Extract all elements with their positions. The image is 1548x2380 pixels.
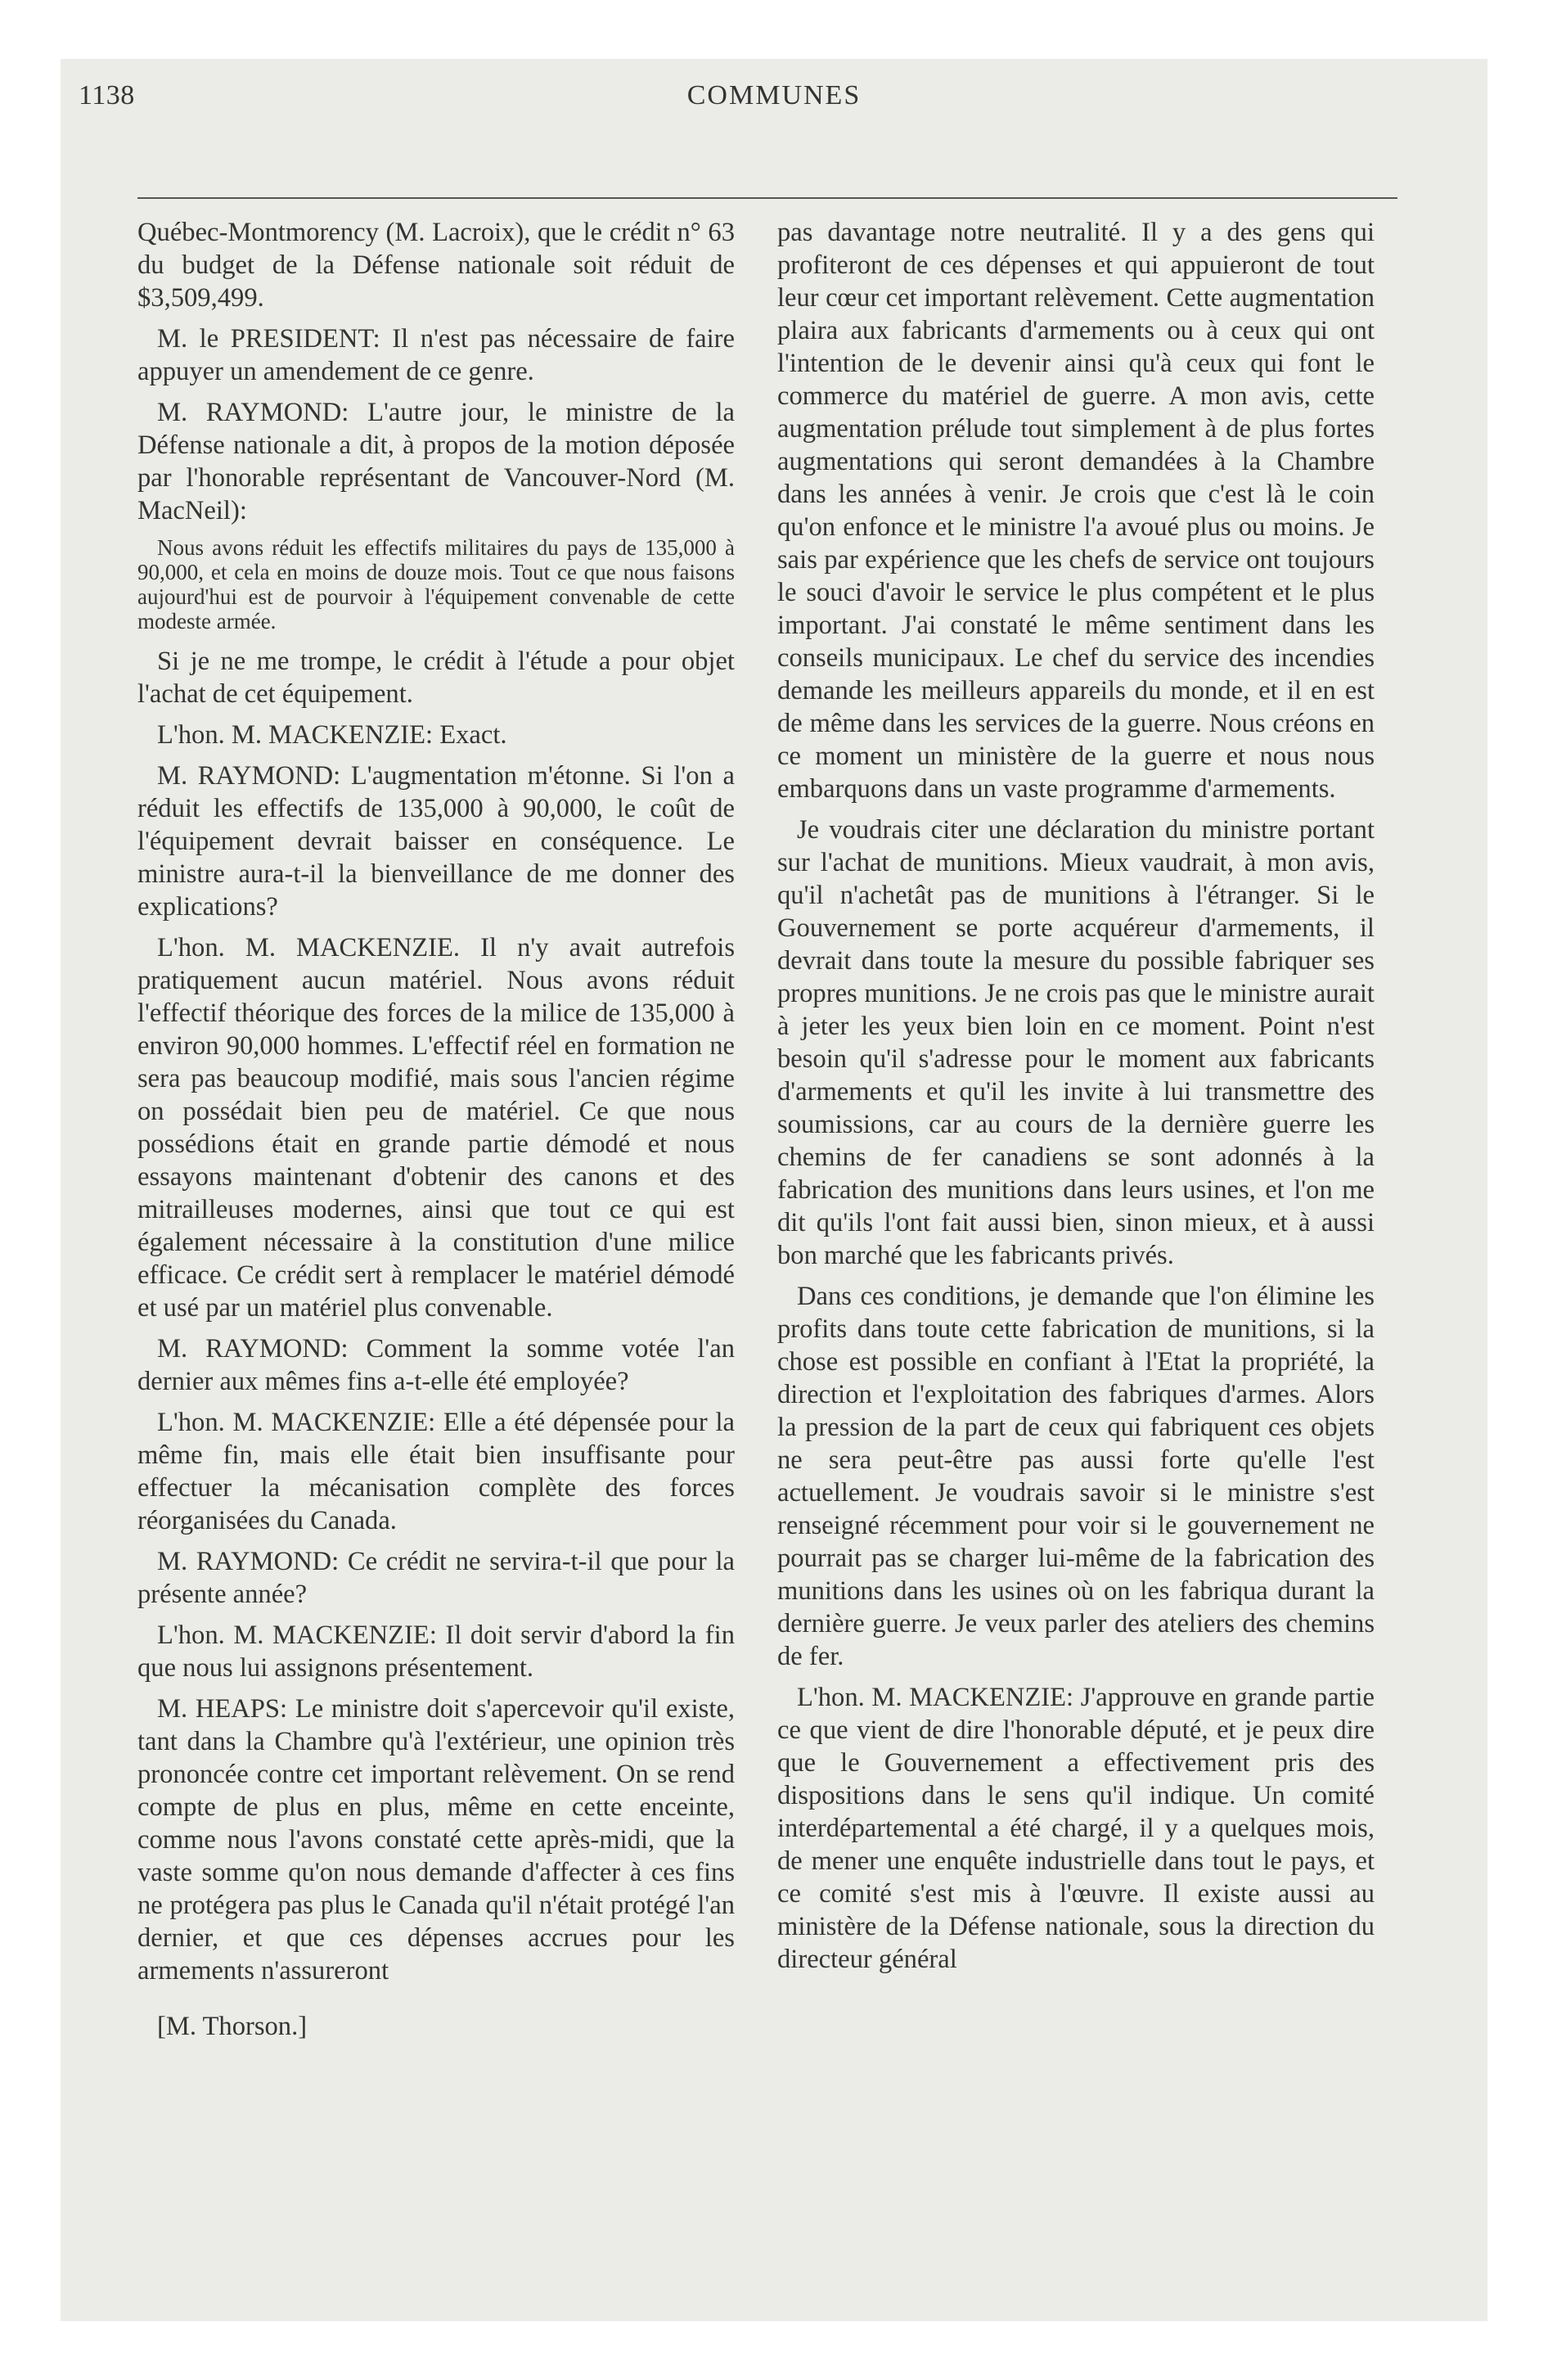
paragraph: M. RAYMOND: L'augmentation m'étonne. Si l'on a réduit les effectifs de 135,000 à 90,000, le coût de l'équipement devrait baisser en conséquence. Le ministre aura-t-il la bienveillance de me donner des explications? — [137, 761, 735, 922]
paragraph: L'hon. M. MACKENZIE: Il doit servir d'abord la fin que nous lui assignons présentement. — [137, 1620, 735, 1683]
paragraph: M. le PRESIDENT: Il n'est pas nécessaire de faire appuyer un amendement de ce genre. — [137, 324, 735, 386]
paragraph: L'hon. M. MACKENZIE: Elle a été dépensée pour la même fin, mais elle était bien insuffisante pour effectuer la mécanisation complète des forces réorganisées du Canada. — [137, 1408, 735, 1535]
page-title: COMMUNES — [686, 80, 862, 110]
block-quote: Nous avons réduit les effectifs militaires du pays de 135,000 à 90,000, et cela en moins de douze mois. Tout ce que nous faisons aujourd'hui est de pourvoir à l'équipement convenable de cette modeste armée. — [137, 535, 735, 633]
header-rule — [137, 197, 1397, 199]
paragraph: Je voudrais citer une déclaration du ministre portant sur l'achat de munitions. Mieux vaudrait, à mon avis, qu'il n'achetât pas de munitions à l'étranger. Si le Gouvernement se porte acquéreur d'armements, il devrait dans toute la mesure du possible fabriquer ses propres munitions. Je ne crois pas que le ministre aurait à jeter les yeux bien loin en ce moment. Point n'est besoin qu'il s'adresse pour le moment aux fabricants d'armements et qu'il les invite à lui transmettre des soumissions, car au cours de la dernière guerre les chemins de fer canadiens se sont adonnés à la fabrication des munitions dans leurs usines, et l'on me dit qu'ils l'ont fait aussi bien, sinon mieux, et à aussi bon marché que les fabricants privés. — [777, 815, 1375, 1270]
right-column — [777, 216, 1375, 1984]
paragraph: M. RAYMOND: Ce crédit ne servira-t-il que pour la présente année? — [137, 1547, 735, 1609]
paragraph: Dans ces conditions, je demande que l'on élimine les profits dans toute cette fabrication de munitions, si la chose est possible en confiant à l'Etat la propriété, la direction et l'exploitation des fabriques d'armes. Alors la pression de la part de ceux qui fabriquent ces objets ne sera peut-être pas aussi forte qu'elle l'est actuellement. Je voudrais savoir si le ministre s'est renseigné récemment pour voir si le gouvernement ne pourrait pas se charger lui-même de la fabrication des munitions dans les usines où on les fabriqua durant la dernière guerre. Je veux parler des ateliers des chemins de fer. — [777, 1282, 1375, 1671]
speaker-signature: [M. Thorson.] — [157, 2012, 308, 2041]
page-number: 1138 — [79, 80, 135, 110]
paragraph: L'hon. M. MACKENZIE: Exact. — [157, 720, 507, 750]
paragraph: Si je ne me trompe, le crédit à l'étude a pour objet l'achat de cet équipement. — [137, 647, 735, 709]
paragraph: Québec-Montmorency (M. Lacroix), que le crédit n° 63 du budget de la Défense nationale soit réduit de $3,509,499. — [137, 218, 735, 313]
paragraph: L'hon. M. MACKENZIE. Il n'y avait autrefois pratiquement aucun matériel. Nous avons réduit l'effectif théorique des forces de la milice de 135,000 à environ 90,000 hommes. L'effectif réel en formation ne sera pas beaucoup modifié, mais sous l'ancien régime on possédait bien peu de matériel. Ce que nous possédions était en grande partie démodé et nous essayons maintenant d'obtenir des canons et des mitrailleuses modernes, ainsi que tout ce qui est également nécessaire à la constitution d'une milice efficace. Ce crédit sert à remplacer le matériel démodé et usé par un matériel plus convenable. — [137, 933, 735, 1323]
paragraph: L'hon. M. MACKENZIE: J'approuve en grande partie ce que vient de dire l'honorable député, et je peux dire que le Gouvernement a effectivement pris des dispositions dans le sens qu'il indique. Un comité interdépartemental a été chargé, il y a quelques mois, de mener une enquête industrielle dans tout le pays, et ce comité s'est mis à l'œuvre. Il existe aussi au ministère de la Défense nationale, sous la direction du directeur général — [777, 1683, 1375, 1974]
paragraph: pas davantage notre neutralité. Il y a des gens qui profiteront de ces dépenses et qui appuieront de tout leur cœur cet important relèvement. Cette augmentation plaira aux fabricants d'armements ou à ceux qui ont l'intention de le devenir ainsi qu'à ceux qui font le commerce du matériel de guerre. A mon avis, cette augmentation prélude tout simplement à de plus fortes augmentations qui seront demandées à la Chambre dans les années à venir. Je crois que c'est là le coin qu'on enfonce et le ministre l'a avoué plus ou moins. Je sais par expérience que les chefs de service ont toujours le souci d'avoir le service le plus compétent et le plus important. J'ai constaté le même sentiment dans les conseils municipaux. Le chef du service des incendies demande les meilleurs appareils du monde, et il en est de même dans les services de la guerre. Nous créons en ce moment un ministère de la guerre et nous nous embarquons dans un vaste programme d'armements. — [777, 218, 1375, 804]
paragraph: M. HEAPS: Le ministre doit s'apercevoir qu'il existe, tant dans la Chambre qu'à l'extérieur, une opinion très prononcée contre cet important relèvement. On se rend compte de plus en plus, même en cette enceinte, comme nous l'avons constaté cette après-midi, que la vaste somme qu'on nous demande d'affecter à ces fins ne protégera pas plus le Canada qu'il n'était protégé l'an dernier, et que ces dépenses accrues pour les armements n'assureront — [137, 1694, 735, 1986]
left-column — [137, 216, 735, 2051]
paragraph: M. RAYMOND: Comment la somme votée l'an dernier aux mêmes fins a-t-elle été employée? — [137, 1334, 735, 1396]
paragraph: M. RAYMOND: L'autre jour, le ministre de la Défense nationale a dit, à propos de la motion déposée par l'honorable représentant de Vancouver-Nord (M. MacNeil): — [137, 398, 735, 525]
